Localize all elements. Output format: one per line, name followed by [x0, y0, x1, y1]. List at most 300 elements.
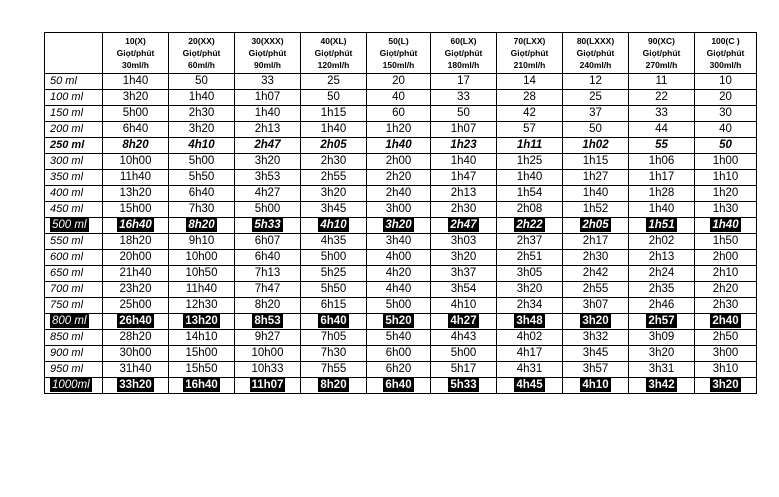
table-cell [497, 314, 563, 330]
cell-value: 13h20 [185, 314, 218, 327]
column-header-rate: 180ml/h [447, 60, 480, 70]
table-cell: 1h23 [431, 138, 497, 154]
table-row [45, 218, 757, 234]
table-cell: 2h47 [235, 138, 301, 154]
table-cell: 8h20 [103, 138, 169, 154]
table-cell: 2h13 [235, 122, 301, 138]
column-header-code: 30(XXX) [251, 36, 284, 46]
column-header-unit: Giọt/phút [576, 48, 615, 58]
table-row [45, 186, 757, 202]
cell-value: 8h20 [320, 378, 347, 391]
table-cell: 2h00 [695, 250, 757, 266]
table-cell [431, 378, 497, 394]
table-cell: 7h30 [301, 346, 367, 362]
column-header [169, 33, 235, 74]
table-row [45, 314, 757, 330]
table-row [45, 282, 757, 298]
table-cell: 4h00 [367, 250, 431, 266]
row-volume-label [45, 378, 103, 394]
table-cell: 3h00 [695, 346, 757, 362]
row-volume-label: 950 ml [45, 362, 103, 378]
table-cell: 1h52 [563, 202, 629, 218]
table-cell: 4h31 [497, 362, 563, 378]
infusion-rate-table [44, 32, 757, 394]
table-cell: 3h40 [367, 234, 431, 250]
table-cell: 4h40 [367, 282, 431, 298]
table-cell: 2h24 [629, 266, 695, 282]
table-cell: 40 [695, 122, 757, 138]
table-cell: 2h35 [629, 282, 695, 298]
table-cell: 20 [367, 74, 431, 90]
table-cell: 2h51 [497, 250, 563, 266]
table-cell [629, 218, 695, 234]
table-row [45, 378, 757, 394]
column-header-code: 40(XL) [320, 36, 347, 46]
column-header-rate: 30ml/h [122, 60, 149, 70]
table-cell: 33 [431, 90, 497, 106]
table-cell: 6h15 [301, 298, 367, 314]
column-header-rate: 150ml/h [382, 60, 415, 70]
table-row [45, 266, 757, 282]
table-cell: 50 [695, 138, 757, 154]
row-volume-label: 550 ml [45, 234, 103, 250]
header-row [45, 33, 757, 74]
column-header-rate: 270ml/h [645, 60, 678, 70]
table-cell: 1h11 [497, 138, 563, 154]
table-cell: 3h20 [431, 250, 497, 266]
table-row [45, 298, 757, 314]
table-cell [235, 378, 301, 394]
table-cell: 1h00 [695, 154, 757, 170]
table-cell [301, 378, 367, 394]
row-volume-label: 250 ml [45, 138, 103, 154]
table-cell: 15h50 [169, 362, 235, 378]
table-cell: 2h55 [563, 282, 629, 298]
table-cell: 6h07 [235, 234, 301, 250]
table-cell: 60 [367, 106, 431, 122]
table-cell: 3h03 [431, 234, 497, 250]
row-volume-label: 650 ml [45, 266, 103, 282]
column-header [497, 33, 563, 74]
table-cell: 14h10 [169, 330, 235, 346]
table-cell: 28 [497, 90, 563, 106]
column-header-code: 60(LX) [450, 36, 477, 46]
table-cell: 25 [563, 90, 629, 106]
table-cell: 2h30 [431, 202, 497, 218]
table-cell [103, 378, 169, 394]
table-cell: 8h20 [235, 298, 301, 314]
row-volume-label: 850 ml [45, 330, 103, 346]
row-volume-label: 600 ml [45, 250, 103, 266]
column-header-unit: Giọt/phút [248, 48, 287, 58]
table-cell: 9h10 [169, 234, 235, 250]
table-cell: 2h20 [695, 282, 757, 298]
column-header-unit: Giọt/phút [314, 48, 353, 58]
column-header-code: 10(X) [125, 36, 146, 46]
table-cell [235, 314, 301, 330]
row-volume-text: 800 ml [52, 314, 87, 327]
column-header-unit: Giọt/phút [706, 48, 745, 58]
table-row [45, 74, 757, 90]
cell-value: 8h53 [254, 314, 281, 327]
table-cell: 2h13 [629, 250, 695, 266]
table-cell: 50 [563, 122, 629, 138]
table-cell: 20 [695, 90, 757, 106]
table-cell: 31h40 [103, 362, 169, 378]
table-cell: 4h17 [497, 346, 563, 362]
table-cell [169, 314, 235, 330]
column-header-unit: Giọt/phút [182, 48, 221, 58]
table-cell: 3h45 [563, 346, 629, 362]
table-cell: 4h27 [235, 186, 301, 202]
table-cell: 2h17 [563, 234, 629, 250]
table-cell: 1h40 [629, 202, 695, 218]
cell-value: 3h42 [648, 378, 675, 391]
table-cell: 1h40 [169, 90, 235, 106]
table-row [45, 170, 757, 186]
cell-value: 16h40 [185, 378, 218, 391]
cell-value: 2h22 [516, 218, 543, 231]
table-cell: 5h50 [169, 170, 235, 186]
column-header [563, 33, 629, 74]
table-cell [629, 314, 695, 330]
table-cell: 1h54 [497, 186, 563, 202]
table-cell [695, 378, 757, 394]
table-cell: 1h47 [431, 170, 497, 186]
table-cell: 7h30 [169, 202, 235, 218]
row-volume-label [45, 218, 103, 234]
cell-value: 6h40 [385, 378, 412, 391]
table-cell: 3h53 [235, 170, 301, 186]
table-cell: 7h47 [235, 282, 301, 298]
table-cell: 1h15 [563, 154, 629, 170]
table-cell [367, 218, 431, 234]
cell-value: 4h27 [450, 314, 477, 327]
table-cell: 3h31 [629, 362, 695, 378]
table-cell: 25 [301, 74, 367, 90]
cell-value: 2h40 [712, 314, 739, 327]
column-header-unit: Giọt/phút [642, 48, 681, 58]
table-cell: 55 [629, 138, 695, 154]
column-header-rate: 300ml/h [709, 60, 742, 70]
row-volume-label: 750 ml [45, 298, 103, 314]
table-cell [367, 378, 431, 394]
table-cell: 3h54 [431, 282, 497, 298]
table-cell: 1h15 [301, 106, 367, 122]
table-cell [169, 218, 235, 234]
cell-value: 6h40 [320, 314, 347, 327]
column-header [301, 33, 367, 74]
column-header-unit: Giọt/phút [379, 48, 418, 58]
table-cell: 21h40 [103, 266, 169, 282]
row-volume-label [45, 314, 103, 330]
table-cell [695, 218, 757, 234]
column-header-code: 90(XC) [648, 36, 675, 46]
column-header [235, 33, 301, 74]
column-header-code: 80(LXXX) [576, 36, 615, 46]
column-header-code: 50(L) [388, 36, 409, 46]
table-cell: 3h20 [301, 186, 367, 202]
table-row [45, 122, 757, 138]
table-cell [103, 218, 169, 234]
table-cell [563, 378, 629, 394]
table-cell: 2h37 [497, 234, 563, 250]
table-cell: 1h40 [301, 122, 367, 138]
cell-value: 3h20 [712, 378, 739, 391]
table-cell: 15h00 [169, 346, 235, 362]
table-cell [563, 218, 629, 234]
table-cell: 3h20 [629, 346, 695, 362]
cell-value: 3h48 [516, 314, 543, 327]
table-cell: 2h30 [563, 250, 629, 266]
table-cell: 2h40 [367, 186, 431, 202]
table-cell: 22 [629, 90, 695, 106]
table-cell: 2h42 [563, 266, 629, 282]
table-cell: 4h10 [431, 298, 497, 314]
table-cell: 1h50 [695, 234, 757, 250]
table-cell: 44 [629, 122, 695, 138]
table-cell: 28h20 [103, 330, 169, 346]
table-cell: 1h40 [367, 138, 431, 154]
column-header-unit: Giọt/phút [510, 48, 549, 58]
table-cell: 33 [235, 74, 301, 90]
table-row [45, 202, 757, 218]
table-cell: 1h40 [235, 106, 301, 122]
table-cell: 50 [301, 90, 367, 106]
cell-value: 2h47 [450, 218, 477, 231]
column-header-rate: 90ml/h [254, 60, 281, 70]
table-cell: 3h09 [629, 330, 695, 346]
row-volume-label: 400 ml [45, 186, 103, 202]
table-cell: 40 [367, 90, 431, 106]
table-cell: 3h20 [169, 122, 235, 138]
table-cell: 37 [563, 106, 629, 122]
table-cell: 7h05 [301, 330, 367, 346]
table-cell [431, 314, 497, 330]
table-cell [235, 218, 301, 234]
table-cell: 17 [431, 74, 497, 90]
table-cell: 6h00 [367, 346, 431, 362]
table-cell: 2h55 [301, 170, 367, 186]
table-cell: 4h02 [497, 330, 563, 346]
table-cell: 5h00 [431, 346, 497, 362]
table-cell: 57 [497, 122, 563, 138]
table-cell: 5h00 [301, 250, 367, 266]
table-body [45, 74, 757, 394]
row-volume-label: 150 ml [45, 106, 103, 122]
table-cell: 2h34 [497, 298, 563, 314]
table-cell: 2h05 [301, 138, 367, 154]
table-cell: 6h40 [103, 122, 169, 138]
table-row [45, 234, 757, 250]
table-cell: 11 [629, 74, 695, 90]
table-row [45, 330, 757, 346]
table-cell: 4h20 [367, 266, 431, 282]
cell-value: 5h33 [450, 378, 477, 391]
table-cell: 10h00 [235, 346, 301, 362]
column-header-rate: 210ml/h [513, 60, 546, 70]
table-cell: 12h30 [169, 298, 235, 314]
table-cell: 20h00 [103, 250, 169, 266]
table-cell: 11h40 [103, 170, 169, 186]
table-cell [301, 314, 367, 330]
table-cell: 50 [431, 106, 497, 122]
table-cell: 2h10 [695, 266, 757, 282]
table-cell: 5h00 [367, 298, 431, 314]
table-cell: 10h00 [169, 250, 235, 266]
column-header-unit: Giọt/phút [116, 48, 155, 58]
table-cell: 1h20 [695, 186, 757, 202]
table-cell: 2h30 [695, 298, 757, 314]
row-volume-label: 900 ml [45, 346, 103, 362]
column-header-rate: 240ml/h [579, 60, 612, 70]
table-cell: 7h55 [301, 362, 367, 378]
table-row [45, 154, 757, 170]
table-cell: 15h00 [103, 202, 169, 218]
table-cell: 7h13 [235, 266, 301, 282]
table-cell: 1h27 [563, 170, 629, 186]
column-header-unit: Giọt/phút [444, 48, 483, 58]
table-cell: 6h20 [367, 362, 431, 378]
table-cell: 30h00 [103, 346, 169, 362]
cell-value: 11h07 [251, 378, 284, 391]
table-cell: 33 [629, 106, 695, 122]
row-volume-label: 700 ml [45, 282, 103, 298]
corner-cell [45, 33, 103, 74]
table-cell: 3h32 [563, 330, 629, 346]
row-volume-text: 1000ml [52, 378, 90, 391]
table-cell: 5h00 [169, 154, 235, 170]
cell-value: 2h57 [648, 314, 675, 327]
table-cell: 5h40 [367, 330, 431, 346]
column-header-rate: 120ml/h [317, 60, 350, 70]
table-cell: 3h37 [431, 266, 497, 282]
table-cell: 1h40 [431, 154, 497, 170]
table-cell: 2h46 [629, 298, 695, 314]
table-cell: 1h07 [235, 90, 301, 106]
column-header-code: 100(C ) [711, 36, 740, 46]
table-cell: 23h20 [103, 282, 169, 298]
table-cell [367, 314, 431, 330]
row-volume-label: 100 ml [45, 90, 103, 106]
row-volume-label: 200 ml [45, 122, 103, 138]
row-volume-text: 500 ml [52, 218, 87, 231]
table-cell: 6h40 [235, 250, 301, 266]
table-cell: 3h57 [563, 362, 629, 378]
row-volume-label: 350 ml [45, 170, 103, 186]
cell-value: 5h20 [385, 314, 412, 327]
table-cell: 1h30 [695, 202, 757, 218]
table-cell: 14 [497, 74, 563, 90]
table-cell: 25h00 [103, 298, 169, 314]
table-cell: 2h13 [431, 186, 497, 202]
table-cell: 5h50 [301, 282, 367, 298]
table-cell: 1h28 [629, 186, 695, 202]
table-cell: 2h02 [629, 234, 695, 250]
table-cell: 10h00 [103, 154, 169, 170]
cell-value: 5h33 [254, 218, 281, 231]
table-cell: 2h00 [367, 154, 431, 170]
cell-value: 33h20 [119, 378, 152, 391]
table-cell: 1h06 [629, 154, 695, 170]
column-header-code: 20(XX) [188, 36, 215, 46]
table-cell: 1h25 [497, 154, 563, 170]
cell-value: 1h40 [712, 218, 739, 231]
table-cell: 13h20 [103, 186, 169, 202]
row-volume-label: 50 ml [45, 74, 103, 90]
table-cell: 5h00 [235, 202, 301, 218]
cell-value: 3h20 [582, 314, 609, 327]
column-header-rate: 60ml/h [188, 60, 215, 70]
cell-value: 26h40 [119, 314, 152, 327]
table-cell: 3h10 [695, 362, 757, 378]
table-cell [431, 218, 497, 234]
table-cell: 18h20 [103, 234, 169, 250]
table-row [45, 250, 757, 266]
table-cell: 3h45 [301, 202, 367, 218]
table-cell: 2h30 [169, 106, 235, 122]
table-cell: 10h50 [169, 266, 235, 282]
table-cell: 10 [695, 74, 757, 90]
table-cell: 6h40 [169, 186, 235, 202]
table-cell: 1h10 [695, 170, 757, 186]
cell-value: 16h40 [119, 218, 152, 231]
cell-value: 3h20 [385, 218, 412, 231]
table-cell: 1h20 [367, 122, 431, 138]
table-cell: 5h25 [301, 266, 367, 282]
table-cell: 1h07 [431, 122, 497, 138]
table-cell [497, 218, 563, 234]
table-cell: 5h00 [103, 106, 169, 122]
table-row [45, 106, 757, 122]
table-cell: 3h05 [497, 266, 563, 282]
table-cell: 30 [695, 106, 757, 122]
table-cell: 1h17 [629, 170, 695, 186]
column-header [629, 33, 695, 74]
table-row [45, 138, 757, 154]
table-cell: 3h20 [497, 282, 563, 298]
table-cell: 3h00 [367, 202, 431, 218]
table-cell [695, 314, 757, 330]
table-cell: 9h27 [235, 330, 301, 346]
row-volume-label: 300 ml [45, 154, 103, 170]
table-cell: 4h35 [301, 234, 367, 250]
table-cell [169, 378, 235, 394]
column-header [367, 33, 431, 74]
table-row [45, 90, 757, 106]
column-header-code: 70(LXX) [513, 36, 546, 46]
table-cell: 2h50 [695, 330, 757, 346]
column-header [695, 33, 757, 74]
table-cell: 50 [169, 74, 235, 90]
table-cell: 4h43 [431, 330, 497, 346]
table-cell: 11h40 [169, 282, 235, 298]
table-cell [629, 378, 695, 394]
table-cell [563, 314, 629, 330]
table-cell: 3h07 [563, 298, 629, 314]
cell-value: 1h51 [648, 218, 675, 231]
row-volume-label: 450 ml [45, 202, 103, 218]
table-cell: 1h40 [563, 186, 629, 202]
table-cell [497, 378, 563, 394]
cell-value: 4h45 [516, 378, 543, 391]
table-cell: 1h02 [563, 138, 629, 154]
table-cell [103, 314, 169, 330]
table-cell: 4h10 [169, 138, 235, 154]
table-cell: 3h20 [103, 90, 169, 106]
table-cell: 1h40 [103, 74, 169, 90]
table-cell: 2h30 [301, 154, 367, 170]
